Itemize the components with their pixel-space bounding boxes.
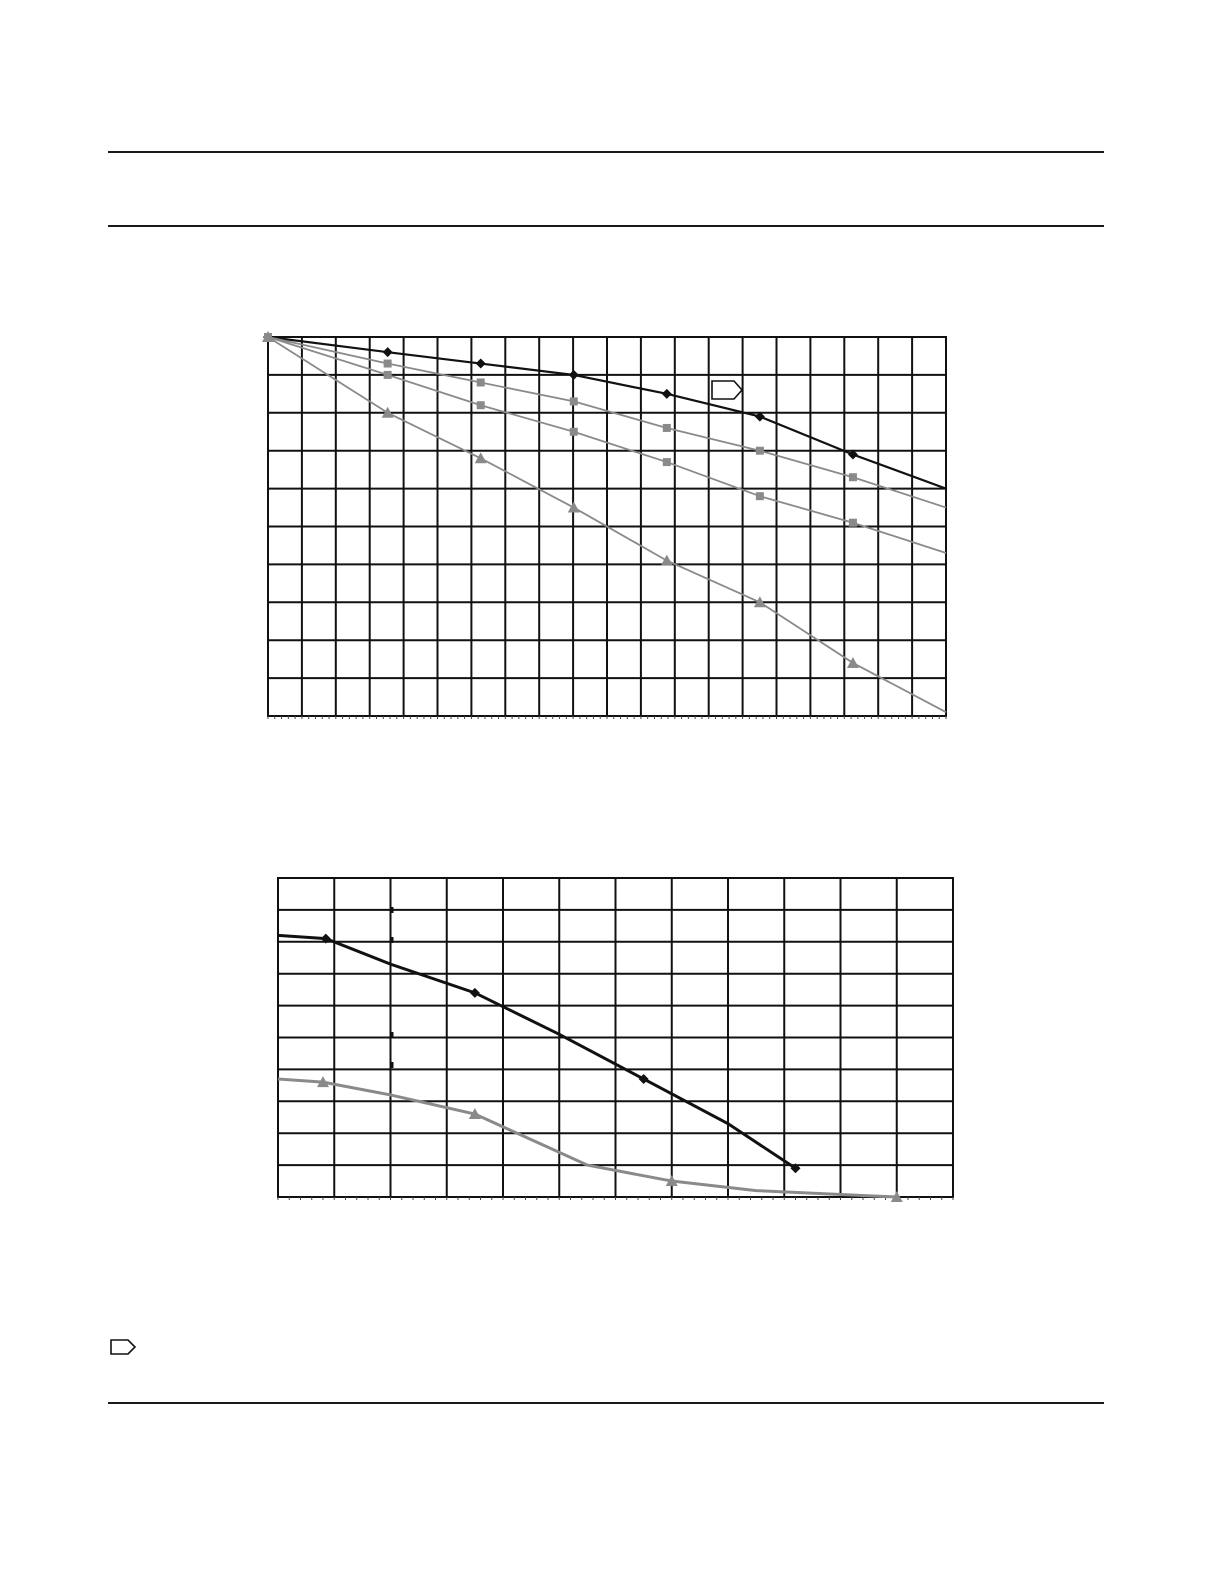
footnote-tag-flag-icon [108,1337,138,1357]
chart-1-series-1-point [570,397,578,405]
chart-1-series-2-point [663,458,671,466]
chart-1-series-1-point [849,473,857,481]
footer-rule [108,1402,1104,1404]
chart-1-series-1-point [663,424,671,432]
chart-1-series-2-point [756,492,764,500]
chart-1-series-2-point [849,519,857,527]
chart-1-series-1-point [384,360,392,368]
chart-1-series-2-point [477,401,485,409]
chart-1-series-1-point [477,378,485,386]
tag-flag-icon [710,379,744,401]
chart-1-series-1-point [756,447,764,455]
chart-1-series-2-point [384,371,392,379]
chart-1-series-2-point [570,428,578,436]
